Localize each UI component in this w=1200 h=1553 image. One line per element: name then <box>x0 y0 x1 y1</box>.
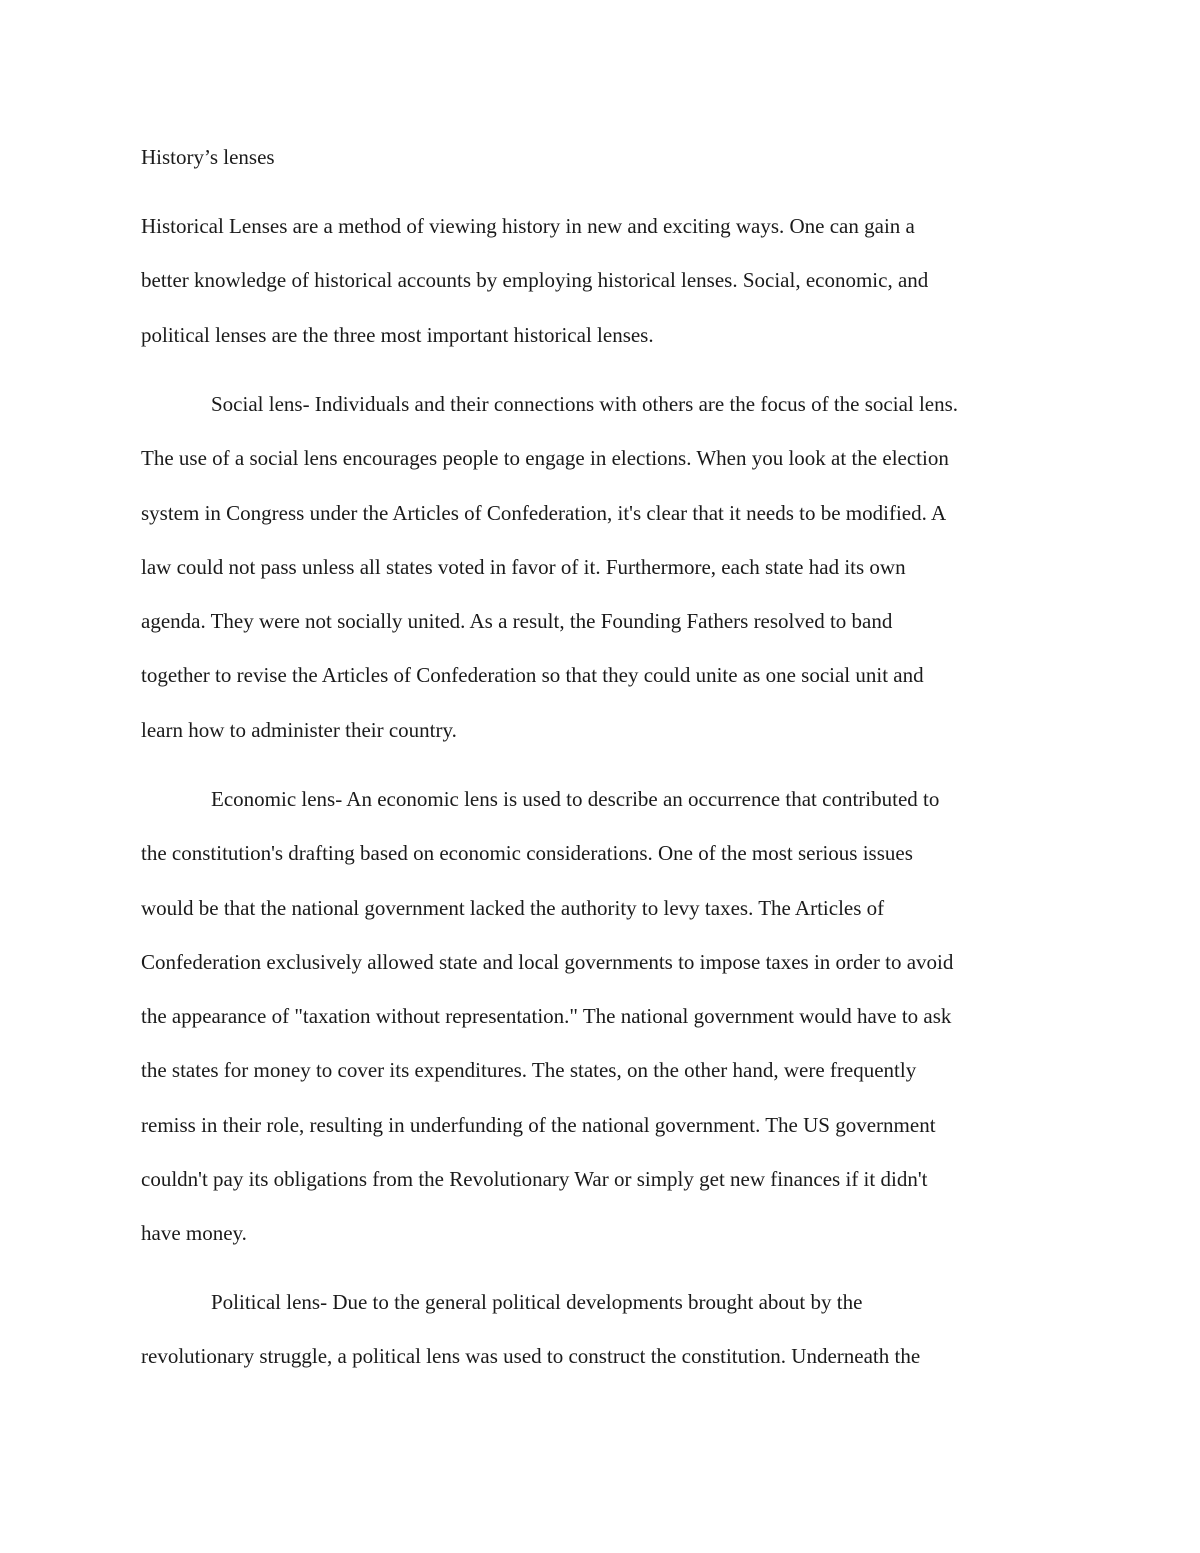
paragraph-line: agenda. They were not socially united. As a result, the Founding Fathers resolved to band <box>141 609 893 634</box>
paragraph-line: Social lens- Individuals and their connections with others are the focus of the social lens. <box>211 392 959 416</box>
paragraph-political-lens <box>141 1275 1061 1384</box>
paragraph-line: together to revise the Articles of Confederation so that they could unite as one social unit and <box>141 663 924 688</box>
paragraph-line: Historical Lenses are a method of viewing history in new and exciting ways. One can gain a <box>141 214 915 238</box>
paragraph-line: Confederation exclusively allowed state and local governments to impose taxes in order to avoid <box>141 949 954 974</box>
paragraph-line: couldn't pay its obligations from the Revolutionary War or simply get new finances if it didn't <box>141 1167 928 1192</box>
paragraph-line: Economic lens- An economic lens is used to describe an occurrence that contributed to <box>211 787 940 811</box>
paragraph-line: learn how to administer their country. <box>141 717 457 742</box>
paragraph-line: revolutionary struggle, a political lens was used to construct the constitution. Underneath the <box>141 1344 921 1369</box>
paragraph-line: political lenses are the three most important historical lenses. <box>141 322 654 347</box>
paragraph-line: the appearance of "taxation without representation." The national government would have to ask <box>141 1004 952 1029</box>
paragraph-line: better knowledge of historical accounts by employing historical lenses. Social, economic, and <box>141 268 929 293</box>
paragraph-line: the states for money to cover its expenditures. The states, on the other hand, were frequently <box>141 1058 917 1083</box>
paragraph-line: Political lens- Due to the general political developments brought about by the <box>211 1290 863 1314</box>
paragraph-intro <box>141 199 1061 362</box>
paragraph-line: The use of a social lens encourages people to engage in elections. When you look at the election <box>141 446 949 471</box>
paragraph-economic-lens <box>141 772 1061 1261</box>
document-title: History’s lenses <box>141 145 275 169</box>
paragraph-line: the constitution's drafting based on economic considerations. One of the most serious issues <box>141 841 913 866</box>
paragraph-social-lens <box>141 377 1061 757</box>
paragraph-line: system in Congress under the Articles of Confederation, it's clear that it needs to be modified. A <box>141 500 947 525</box>
paragraph-line: remiss in their role, resulting in underfunding of the national government. The US government <box>141 1112 936 1137</box>
paragraph-line: would be that the national government lacked the authority to levy taxes. The Articles of <box>141 895 885 920</box>
paragraph-line: law could not pass unless all states voted in favor of it. Furthermore, each state had its own <box>141 554 906 579</box>
paragraph-line: have money. <box>141 1221 247 1246</box>
